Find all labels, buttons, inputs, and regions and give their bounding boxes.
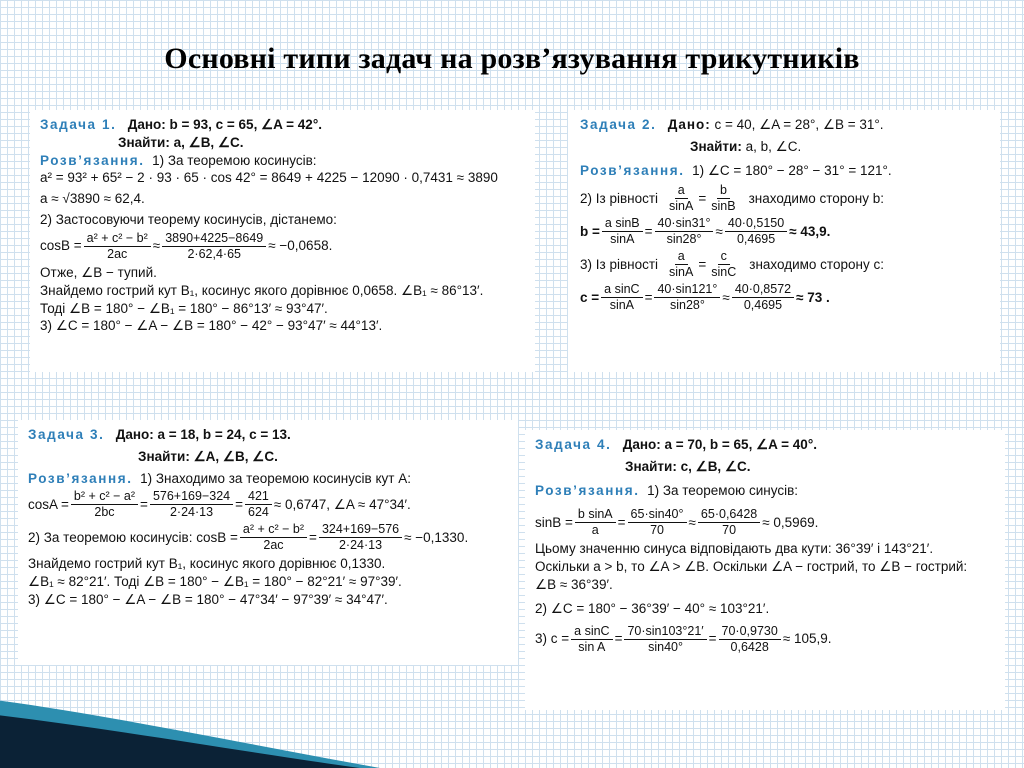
task-4-c-fraction-2: $\frac{70\cdot\sin 103^\circ 21'}{\sin 40^\circ}$: [624, 624, 706, 655]
task-1-cos-fraction-2: $\frac{3890+4225-8649}{2\cdot 62,4\cdot 65}$: [162, 231, 266, 262]
task-4-find: Знайти: c, ∠B, ∠C.: [625, 458, 751, 474]
task-2-step-1: 1) ∠C = 180° − 28° − 31° = 121°.: [692, 162, 892, 178]
task-1-step-1: 1) За теоремою косинусів:: [152, 152, 317, 168]
task-2-c-lhs: c =: [580, 290, 600, 306]
task-1-cos-rhs: ≈ −0,0658.: [268, 238, 333, 254]
task-2-panel: [568, 110, 1000, 372]
task-4-line-1: Цьому значенню синуса відповідають два кути: 36°39′ і 143°21′.: [535, 541, 934, 557]
task-3-line-3: 3) ∠C = 180° − ∠A − ∠B = 180° − 47°34′ − 97°39′ ≈ 34°47′.: [28, 592, 388, 608]
task-2-ratio-a: $\frac{a}{\sin A}$: [669, 183, 694, 214]
task-3-cosB-fraction-1: $\frac{\text{a² + c² − b²}}{2ac}$: [240, 522, 307, 553]
task-3-cosA-formula: cosA = $\frac{\text{b² + c² − a²}}{2bc}$ = $\frac{576+169-324}{2\cdot 24\cdot 13}$ = $\frac{421}{624}$ ≈ 0,6747, ∠A ≈ 47°34′.: [28, 489, 411, 520]
task-2-c-fraction-3: $\frac{40\cdot 0,8572}{0,4695}$: [732, 282, 794, 313]
task-2-c-fraction-2: $\frac{40\cdot\sin 121^\circ}{\sin 28^\circ}$: [654, 282, 720, 313]
task-3-cosB-result: ≈ −0,1330.: [404, 530, 469, 546]
task-2-b-fraction-2: $\frac{40\cdot\sin 31^\circ}{\sin 28^\circ}$: [655, 216, 714, 247]
task-1-cos-fraction-1: $\frac{\text{a² + c² − b²}}{2ac}$: [84, 231, 151, 262]
task-1-eq-2: a ≈ √3890 ≈ 62,4.: [40, 191, 145, 207]
task-4-sinB-result: ≈ 0,5969.: [762, 515, 819, 531]
task-4-step-1: 1) За теоремою синусів:: [647, 482, 798, 498]
task-2-ratio-c: $\frac{c}{\sin C}$: [711, 249, 737, 280]
task-2-step-2-pre: 2) Із рівності: [580, 191, 659, 207]
task-4-solution-label: Розв’язання.: [535, 482, 640, 498]
task-3-solution-label: Розв’язання.: [28, 470, 133, 486]
task-3-step-1: 1) Знаходимо за теоремою косинусів кут A:: [140, 470, 411, 486]
task-3-step-2: 2) За теоремою косинусів:: [28, 530, 193, 546]
task-4-panel: [525, 430, 1005, 710]
task-4-sinB-formula: sinB = $\frac{\text{b sinA}}{a}$ = $\frac{65\cdot\sin 40^\circ}{70}$ ≈ $\frac{65\cdot 0,6428}{70}$ ≈ 0,5969.: [535, 507, 819, 538]
task-2-step-3: 3) Із рівності $\frac{a}{\sin A}$ = $\frac{c}{\sin C}$ знаходимо сторону c:: [580, 249, 884, 280]
task-4-sinB-fraction-3: $\frac{65\cdot 0,6428}{70}$: [698, 507, 760, 538]
task-4-c-fraction-3: $\frac{70\cdot 0,9730}{0,6428}$: [719, 624, 781, 655]
task-4-sinB-fraction-2: $\frac{65\cdot\sin 40^\circ}{70}$: [628, 507, 687, 538]
task-1-label: Задача 1.: [40, 117, 117, 132]
task-2-solution-label: Розв’язання.: [580, 162, 685, 178]
task-2-step-2: 2) Із рівності $\frac{a}{\sin A}$ = $\frac{b}{\sin B}$ знаходимо сторону b:: [580, 183, 885, 214]
task-3-cosA-lhs: cosA =: [28, 497, 69, 513]
task-2-find: a, b, ∠C.: [745, 138, 802, 154]
task-3-label: Задача 3.: [28, 427, 105, 442]
task-2-b-lhs: b =: [580, 224, 600, 240]
task-2-find-label: Знайти:: [690, 138, 742, 154]
task-1-line-1: Отже, ∠B − тупий.: [40, 264, 157, 280]
task-3-line-2: ∠B₁ ≈ 82°21′. Тоді ∠B = 180° − ∠B₁ = 180° − 82°21′ ≈ 97°39′.: [28, 574, 402, 590]
task-1-line-2: Знайдемо гострий кут B₁, косинус якого дорівнює 0,0658. ∠B₁ ≈ 86°13′.: [40, 282, 484, 298]
task-1-given: Дано: b = 93, c = 65, ∠A = 42°.: [127, 117, 322, 132]
task-3-line-1: Знайдемо гострий кут B₁, косинус якого дорівнює 0,1330.: [28, 556, 386, 572]
task-1-cos-formula: cosB = $\frac{\text{a² + c² − b²}}{2ac}$ ≈ $\frac{3890+4225-8649}{2\cdot 62,4\cdot 65}$ ≈ −0,0658.: [40, 230, 333, 261]
task-3-cosA-fraction-2: $\frac{576+169-324}{2\cdot 24\cdot 13}$: [150, 489, 233, 520]
task-4-line-4: 2) ∠C = 180° − 36°39′ − 40° ≈ 103°21′.: [535, 600, 770, 616]
task-1-step-2: 2) Застосовуючи теорему косинусів, дістанемо:: [40, 212, 337, 228]
task-4-line-3: ∠B ≈ 36°39′.: [535, 577, 613, 593]
task-4-sinB-lhs: sinB =: [535, 515, 573, 531]
task-2-b-fraction-1: $\frac{\text{a sinB}}{\sin A}$: [602, 216, 643, 247]
task-2-c-fraction-1: $\frac{\text{a sinC}}{\sin A}$: [601, 282, 642, 313]
task-4-label: Задача 4.: [535, 437, 612, 452]
task-2-c-formula: c = $\frac{\text{a sinC}}{\sin A}$ = $\frac{40\cdot\sin 121^\circ}{\sin 28^\circ}$ ≈ $\frac{40\cdot 0,8572}{0,4695}$ ≈ 73 .: [580, 282, 830, 313]
task-2-step-3-post: знаходимо сторону c:: [749, 257, 884, 273]
task-3-panel: [18, 420, 518, 665]
task-3-find: Знайти: ∠A, ∠B, ∠C.: [138, 448, 278, 464]
task-2-c-result: ≈ 73 .: [796, 290, 830, 306]
task-4-c-result: ≈ 105,9.: [782, 631, 832, 647]
task-3-cosB-formula: 2) За теоремою косинусів: cosB = $\frac{\text{a² + c² − b²}}{2ac}$ = $\frac{324+169-576}{2\cdot 24\cdot 13}$ ≈ −0,1330.: [28, 522, 469, 553]
task-4-c-fraction-1: $\frac{\text{a sinC}}{\text{sin A}}$: [571, 624, 612, 655]
task-2-label: Задача 2.: [580, 117, 657, 132]
task-1-eq-1: a² = 93² + 65² − 2 · 93 · 65 · cos 42° = 8649 + 4225 − 12090 · 0,7431 ≈ 3890: [40, 170, 498, 186]
task-4-given: Дано: a = 70, b = 65, ∠A = 40°.: [622, 437, 817, 452]
task-1-cos-lhs: cosB =: [40, 238, 82, 254]
task-2-step-3-pre: 3) Із рівності: [580, 257, 659, 273]
task-4-sinB-fraction-1: $\frac{\text{b sinA}}{a}$: [575, 507, 616, 538]
task-3-cosA-result: ≈ 0,6747, ∠A ≈ 47°34′.: [273, 497, 411, 513]
task-3-cosA-fraction-1: $\frac{\text{b² + c² − a²}}{2bc}$: [71, 489, 138, 520]
task-4-c-formula: 3) c = $\frac{\text{a sinC}}{\text{sin A}}$ = $\frac{70\cdot\sin 103^\circ 21'}{\sin 40^\circ}$ = $\frac{70\cdot 0,9730}{0,6428}$ ≈ 105,9.: [535, 623, 832, 654]
task-1-panel: [30, 110, 535, 372]
decorative-swoosh: [0, 658, 400, 768]
task-2-ratio-b: $\frac{b}{\sin B}$: [711, 183, 736, 214]
task-2-b-fraction-3: $\frac{40\cdot 0,5150}{0,4695}$: [725, 216, 787, 247]
task-3-cosB-lhs: cosB =: [196, 530, 238, 546]
task-3-given: Дано: a = 18, b = 24, c = 13.: [115, 427, 291, 442]
task-1-solution-label: Розв’язання.: [40, 152, 145, 168]
slide-title: Основні типи задач на розв’язування трикутників: [164, 42, 860, 75]
task-4-line-2: Оскільки a > b, то ∠A > ∠B. Оскільки ∠A − гострий, то ∠B − гострий:: [535, 559, 968, 575]
task-2-step-2-post: знаходимо сторону b:: [748, 191, 885, 207]
task-1-line-4: 3) ∠C = 180° − ∠A − ∠B = 180° − 42° − 93°47′ ≈ 44°13′.: [40, 318, 383, 334]
task-1-line-3: Тоді ∠B = 180° − ∠B₁ = 180° − 86°13′ ≈ 93°47′.: [40, 300, 328, 316]
task-3-cosB-fraction-2: $\frac{324+169-576}{2\cdot 24\cdot 13}$: [319, 522, 402, 553]
task-2-b-formula: b = $\frac{\text{a sinB}}{\sin A}$ = $\frac{40\cdot\sin 31^\circ}{\sin 28^\circ}$ ≈ $\frac{40\cdot 0,5150}{0,4695}$ ≈ 43,9.: [580, 216, 831, 247]
task-2-ratio-a2: $\frac{a}{\sin A}$: [669, 249, 694, 280]
task-2-given: c = 40, ∠A = 28°, ∠B = 31°.: [714, 117, 884, 132]
task-2-b-result: ≈ 43,9.: [789, 224, 831, 240]
task-4-c-lhs: 3) c =: [535, 631, 570, 647]
task-3-cosA-fraction-3: $\frac{421}{624}$: [245, 489, 272, 520]
task-2-given-label: Дано:: [667, 117, 711, 132]
task-1-find: Знайти: a, ∠B, ∠C.: [118, 134, 244, 150]
